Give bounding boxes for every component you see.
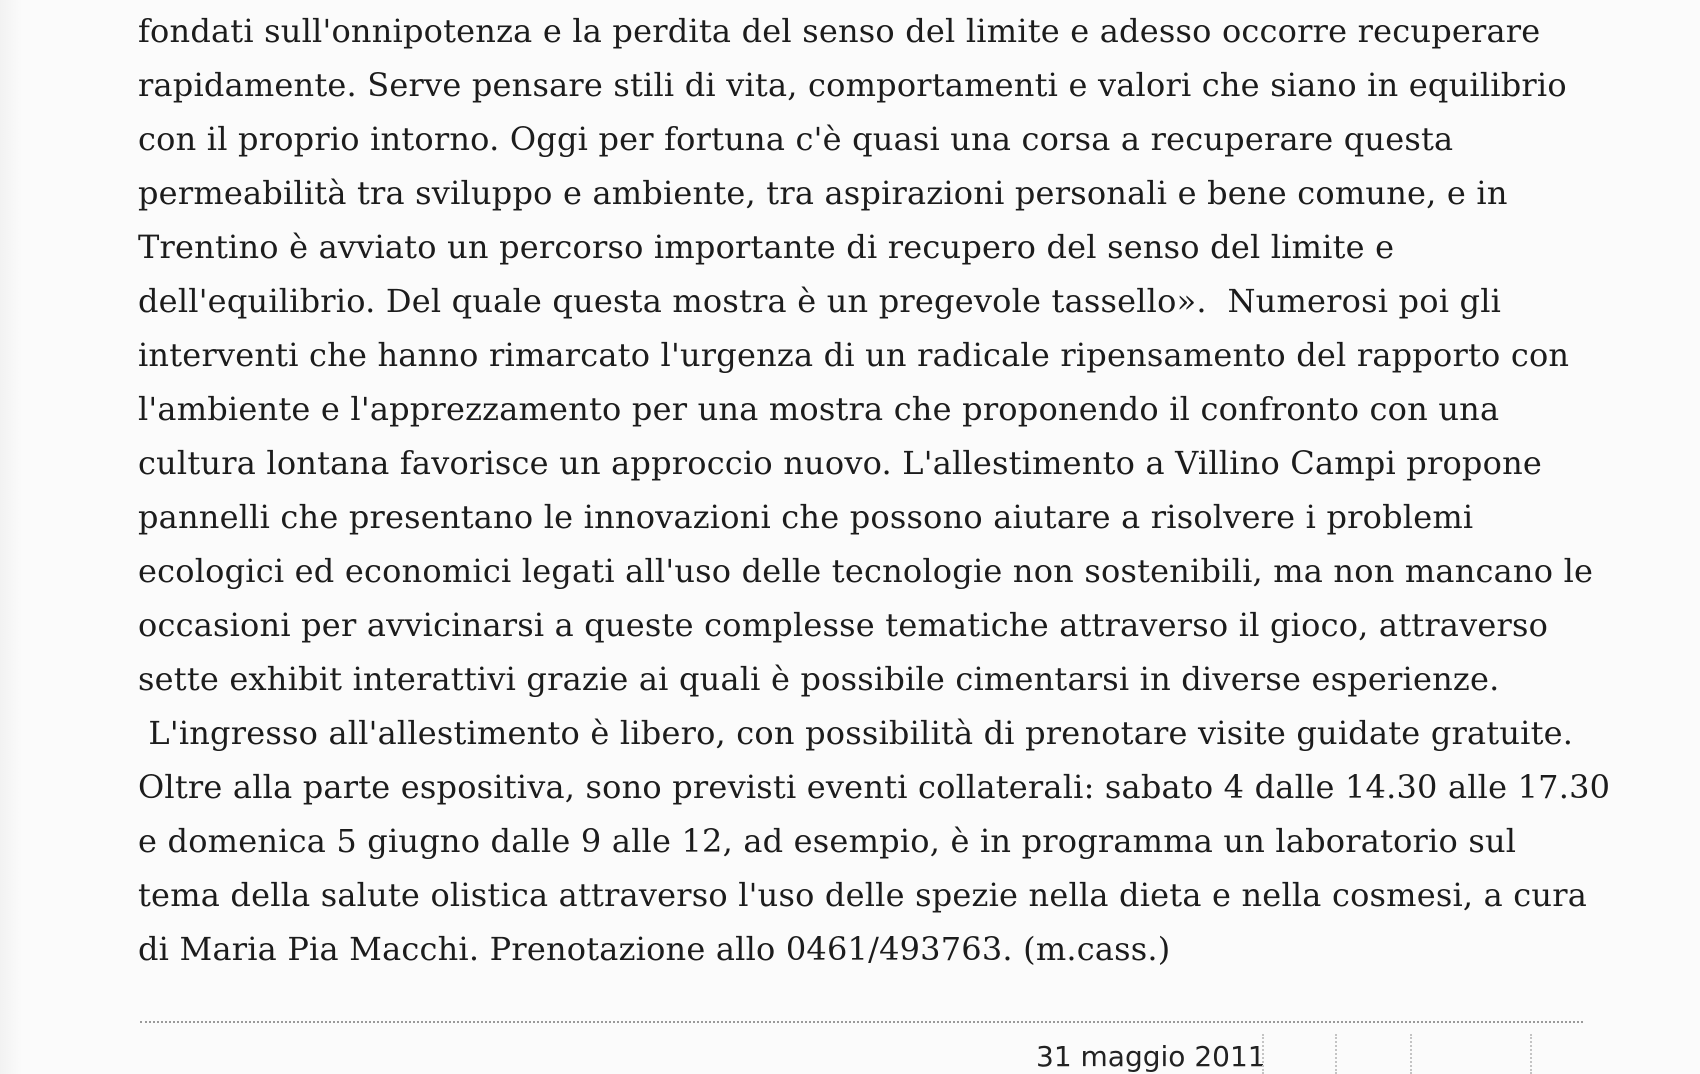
article-line: tema della salute olistica attraverso l'uso delle spezie nella dieta e nella cosmesi, a cura (138, 876, 1588, 914)
divider (1530, 1034, 1532, 1074)
article-body (138, 4, 1611, 976)
publication-date: 31 maggio 2011 (1036, 1040, 1266, 1073)
article-line: dell'equilibrio. Del quale questa mostra è un pregevole tassello». Numerosi poi gli (138, 282, 1502, 320)
article-line: rapidamente. Serve pensare stili di vita, comportamenti e valori che siano in equilibrio (138, 66, 1567, 104)
article-line: Trentino è avviato un percorso importante di recupero del senso del limite e (138, 228, 1395, 266)
article-line: pannelli che presentano le innovazioni che possono aiutare a risolvere i problemi (138, 498, 1474, 536)
article-line: L'ingresso all'allestimento è libero, con possibilità di prenotare visite guidate gratuite. (138, 714, 1574, 752)
article-line: con il proprio intorno. Oggi per fortuna c'è quasi una corsa a recuperare questa (138, 120, 1454, 158)
footer-separator (140, 1021, 1583, 1023)
article-line: sette exhibit interattivi grazie ai quali è possibile cimentarsi in diverse esperienze. (138, 660, 1500, 698)
article-line: permeabilità tra sviluppo e ambiente, tra aspirazioni personali e bene comune, e in (138, 174, 1508, 212)
article-line: fondati sull'onnipotenza e la perdita del senso del limite e adesso occorre recuperare (138, 12, 1541, 50)
article-line: Oltre alla parte espositiva, sono previsti eventi collaterali: sabato 4 dalle 14.30 alle 17.30 (138, 768, 1611, 806)
divider (1262, 1034, 1264, 1074)
article-line: interventi che hanno rimarcato l'urgenza di un radicale ripensamento del rapporto con (138, 336, 1570, 374)
article-line: ecologici ed economici legati all'uso delle tecnologie non sostenibili, ma non mancano le (138, 552, 1594, 590)
article-line: occasioni per avvicinarsi a queste complesse tematiche attraverso il gioco, attraverso (138, 606, 1549, 644)
divider (1335, 1034, 1337, 1074)
article-line: cultura lontana favorisce un approccio nuovo. L'allestimento a Villino Campi propone (138, 444, 1543, 482)
article-line: l'ambiente e l'apprezzamento per una mostra che proponendo il confronto con una (138, 390, 1500, 428)
article-line: e domenica 5 giugno dalle 9 alle 12, ad esempio, è in programma un laboratorio sul (138, 822, 1517, 860)
divider (1410, 1034, 1412, 1074)
article-line: di Maria Pia Macchi. Prenotazione allo 0461/493763. (m.cass.) (138, 930, 1171, 968)
scan-edge (0, 0, 22, 1074)
